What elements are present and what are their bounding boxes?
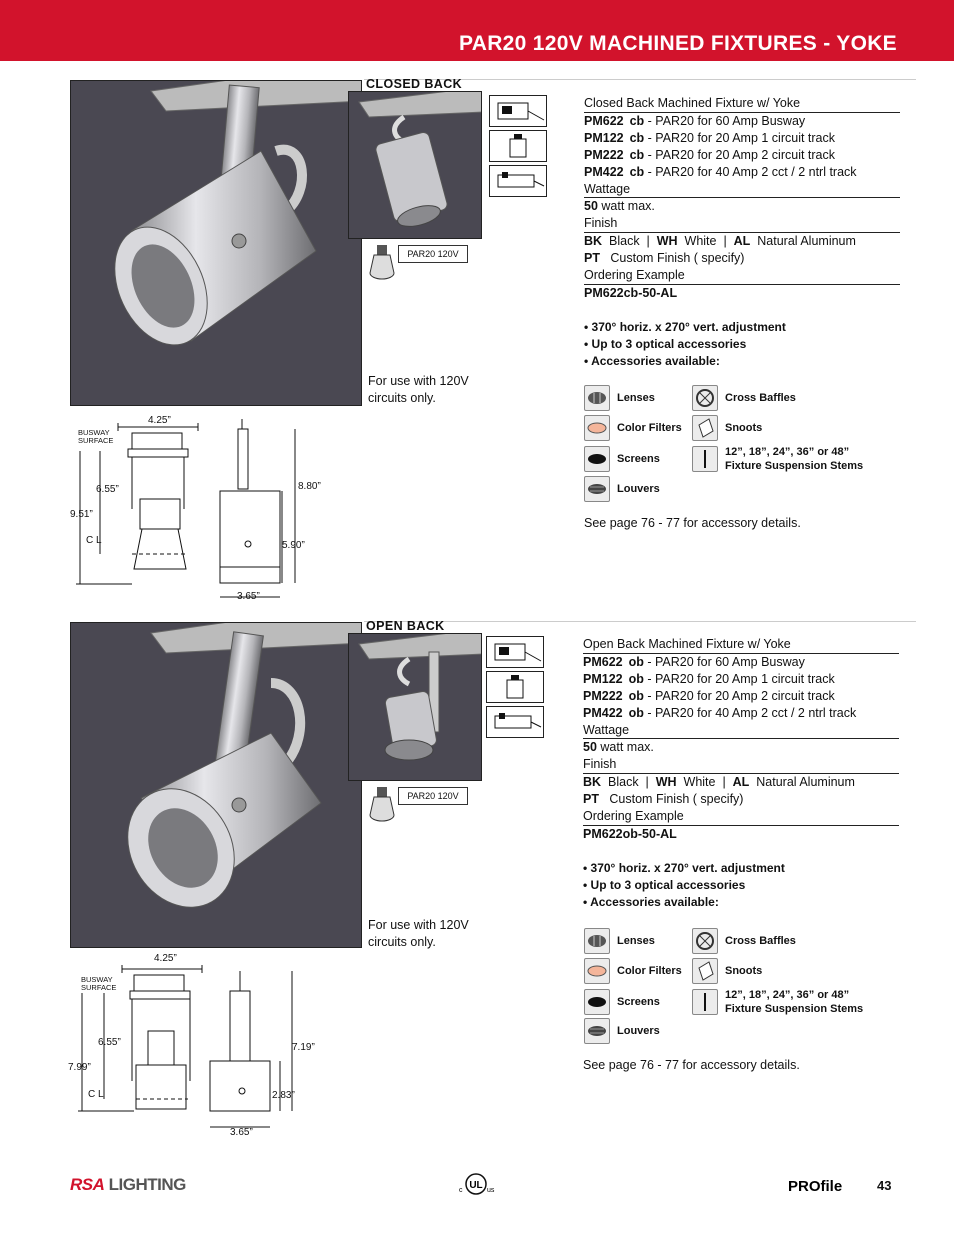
ordering-example: PM622cb-50-AL bbox=[584, 285, 678, 300]
use-note: For use with 120V circuits only. bbox=[368, 918, 469, 949]
finish-custom-row: PT Custom Finish ( specify) bbox=[583, 792, 744, 807]
profile-logo: PROfile bbox=[788, 1178, 843, 1195]
model-row: PM422 ob - PAR20 for 40 Amp 2 cct / 2 ntrl track bbox=[583, 705, 857, 720]
track-adapter-2ckt-icon bbox=[486, 706, 544, 738]
fixture-photo-main bbox=[70, 622, 362, 948]
dim-base-width: 3.65” bbox=[237, 591, 260, 602]
par20-lamp-icon bbox=[368, 243, 396, 283]
stem-icon bbox=[692, 446, 718, 472]
screen-icon bbox=[584, 989, 610, 1015]
feature-bullet: • 370° horiz. x 270° vert. adjustment bbox=[584, 319, 786, 334]
track-adapter-1ckt-icon bbox=[486, 671, 544, 703]
accessory-lenses: Lenses bbox=[584, 928, 655, 954]
dim-h1: 6.55” bbox=[96, 484, 119, 495]
accessory-suspension-stems: 12”, 18”, 24”, 36” or 48” Fixture Suspension Stems bbox=[692, 987, 865, 1017]
accessory-louvers: Louvers bbox=[584, 476, 660, 502]
accessory-screens: Screens bbox=[584, 989, 660, 1015]
dim-surface: SURFACE bbox=[78, 436, 114, 445]
color-filter-icon bbox=[584, 958, 610, 984]
dim-h1: 6.55” bbox=[98, 1037, 121, 1048]
section-rule bbox=[364, 621, 916, 622]
dim-side-body: 5.90” bbox=[282, 540, 305, 551]
lens-icon bbox=[584, 928, 610, 954]
ul-mark-text: UL bbox=[469, 1180, 483, 1191]
ul-mark-c: c bbox=[459, 1187, 463, 1194]
busway-adapter-icon bbox=[486, 636, 544, 668]
ul-listed-logo bbox=[456, 1172, 496, 1196]
accessory-snoots: Snoots bbox=[692, 958, 762, 984]
see-page-note: See page 76 - 77 for accessory details. bbox=[584, 516, 801, 530]
model-row: PM222 cb - PAR20 for 20 Amp 2 circuit track bbox=[584, 147, 836, 162]
track-adapter-1ckt-icon bbox=[489, 130, 547, 162]
dim-side-body: 2.83” bbox=[272, 1090, 295, 1101]
dim-surface: SURFACE bbox=[81, 983, 117, 992]
page-number: 43 bbox=[877, 1178, 892, 1193]
model-row: PM122 cb - PAR20 for 20 Amp 1 circuit track bbox=[584, 130, 836, 145]
wattage-value: 50 watt max. bbox=[583, 740, 654, 755]
finish-custom-row: PT Custom Finish ( specify) bbox=[584, 251, 745, 266]
model-row: PM422 cb - PAR20 for 40 Amp 2 cct / 2 ntrl track bbox=[584, 164, 857, 179]
lamp-tag: PAR20 120V bbox=[398, 245, 468, 263]
page-title: PAR20 120V MACHINED FIXTURES - YOKE bbox=[459, 32, 897, 55]
ordering-heading: Ordering Example bbox=[583, 808, 899, 826]
screen-icon bbox=[584, 446, 610, 472]
finish-heading: Finish bbox=[584, 215, 900, 233]
finish-row: BK Black | WH White | AL Natural Aluminum bbox=[583, 775, 855, 790]
model-row: PM122 ob - PAR20 for 20 Amp 1 circuit track bbox=[583, 671, 835, 686]
accessory-snoots: Snoots bbox=[692, 415, 762, 441]
dim-centerline: C L bbox=[86, 535, 102, 546]
ordering-heading: Ordering Example bbox=[584, 267, 900, 285]
par20-lamp-icon bbox=[368, 785, 396, 825]
model-row: PM622 ob - PAR20 for 60 Amp Busway bbox=[583, 654, 805, 669]
lens-icon bbox=[584, 385, 610, 411]
finish-heading: Finish bbox=[583, 756, 899, 774]
accessory-color-filters: Color Filters bbox=[584, 415, 682, 441]
use-note: For use with 120V circuits only. bbox=[368, 374, 469, 405]
track-adapter-2ckt-icon bbox=[489, 165, 547, 197]
accessory-lenses: Lenses bbox=[584, 385, 655, 411]
accessory-cross-baffles: Cross Baffles bbox=[692, 385, 796, 411]
spec-block bbox=[583, 636, 899, 910]
fixture-photo-inset bbox=[348, 91, 482, 239]
dim-h2: 7.99” bbox=[68, 1062, 91, 1073]
busway-adapter-icon bbox=[489, 95, 547, 127]
dim-side-total: 8.80” bbox=[298, 481, 321, 492]
cross-baffle-icon bbox=[692, 385, 718, 411]
section-label: CLOSED BACK bbox=[366, 77, 463, 91]
spec-title: Closed Back Machined Fixture w/ Yoke bbox=[584, 95, 900, 113]
model-row: PM622 cb - PAR20 for 60 Amp Busway bbox=[584, 113, 806, 128]
wattage-heading: Wattage bbox=[583, 722, 899, 740]
accessory-color-filters: Color Filters bbox=[584, 958, 682, 984]
feature-bullet: • Up to 3 optical accessories bbox=[584, 336, 747, 351]
feature-bullet: • Accessories available: bbox=[583, 894, 719, 909]
section-open-back bbox=[0, 621, 954, 1161]
feature-bullet: • Up to 3 optical accessories bbox=[583, 877, 746, 892]
accessory-louvers: Louvers bbox=[584, 1018, 660, 1044]
louver-icon bbox=[584, 476, 610, 502]
dim-base-width: 3.65” bbox=[230, 1127, 253, 1138]
feature-bullet: • 370° horiz. x 270° vert. adjustment bbox=[583, 860, 785, 875]
ul-mark-us: us bbox=[487, 1187, 495, 1194]
wattage-value: 50 watt max. bbox=[584, 199, 655, 214]
ordering-example: PM622ob-50-AL bbox=[583, 826, 677, 841]
wattage-heading: Wattage bbox=[584, 181, 900, 199]
model-row: PM222 ob - PAR20 for 20 Amp 2 circuit track bbox=[583, 688, 835, 703]
feature-bullet: • Accessories available: bbox=[584, 353, 720, 368]
cross-baffle-icon bbox=[692, 928, 718, 954]
accessory-cross-baffles: Cross Baffles bbox=[692, 928, 796, 954]
snoot-icon bbox=[692, 958, 718, 984]
stem-icon bbox=[692, 989, 718, 1015]
spec-block bbox=[584, 95, 900, 369]
spec-title: Open Back Machined Fixture w/ Yoke bbox=[583, 636, 899, 654]
dim-centerline: C L bbox=[88, 1089, 104, 1100]
snoot-icon bbox=[692, 415, 718, 441]
dim-busway: BUSWAY bbox=[78, 428, 110, 437]
see-page-note: See page 76 - 77 for accessory details. bbox=[583, 1058, 800, 1072]
dim-h2: 9.51” bbox=[70, 509, 93, 520]
header-banner bbox=[0, 0, 954, 61]
louver-icon bbox=[584, 1018, 610, 1044]
rsa-lighting-logo: RSA LIGHTING bbox=[70, 1175, 186, 1194]
lamp-tag: PAR20 120V bbox=[398, 787, 468, 805]
section-label: OPEN BACK bbox=[366, 619, 445, 633]
accessory-suspension-stems: 12”, 18”, 24”, 36” or 48” Fixture Suspension Stems bbox=[692, 444, 865, 474]
dim-width-top: 4.25” bbox=[154, 953, 177, 964]
accessory-screens: Screens bbox=[584, 446, 660, 472]
dim-width-top: 4.25” bbox=[148, 415, 171, 426]
finish-row: BK Black | WH White | AL Natural Aluminum bbox=[584, 234, 856, 249]
fixture-photo-main bbox=[70, 80, 362, 406]
color-filter-icon bbox=[584, 415, 610, 441]
fixture-photo-inset bbox=[348, 633, 482, 781]
section-closed-back bbox=[0, 79, 954, 619]
dim-side-total: 7.19” bbox=[292, 1042, 315, 1053]
dim-busway: BUSWAY bbox=[81, 975, 113, 984]
